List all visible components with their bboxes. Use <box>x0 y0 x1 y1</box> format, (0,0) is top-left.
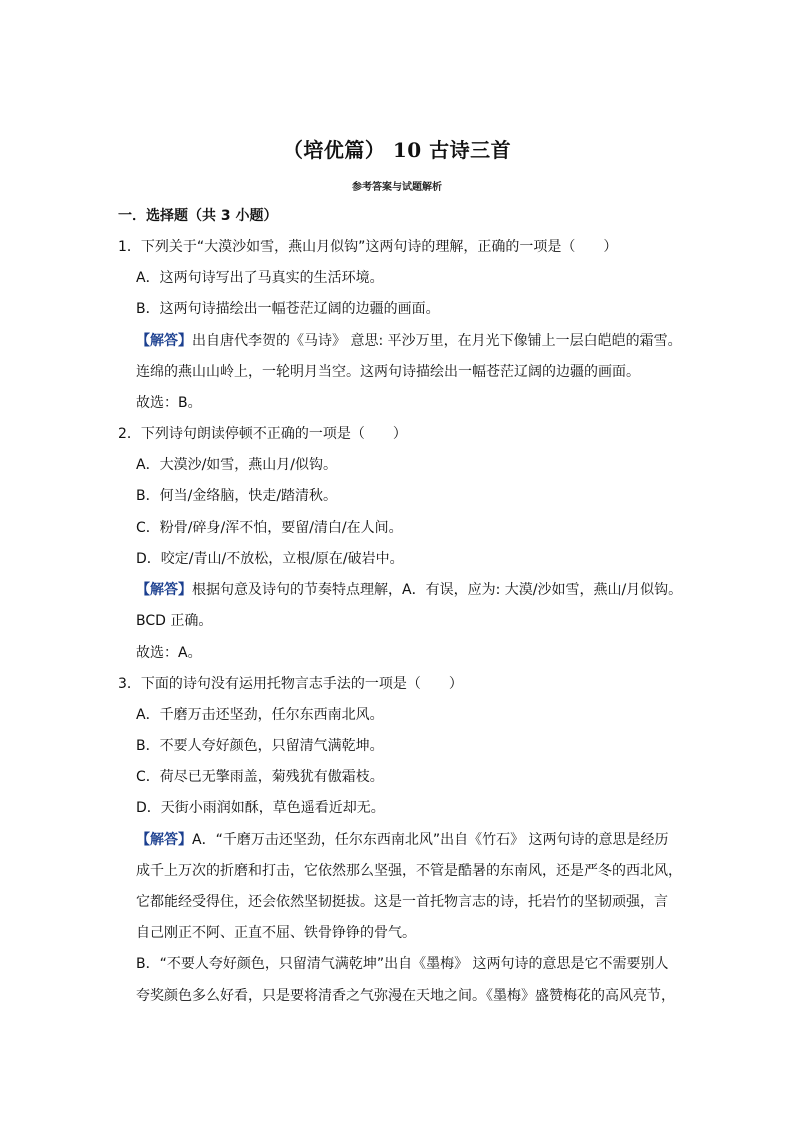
question-2-answer-line-1 <box>136 580 682 600</box>
question-2-stem: 2．下列诗句朗读停顿不正确的一项是（ ） <box>118 426 407 442</box>
question-2-option-a: A．大漠沙/如雪，燕山月/似钩。 <box>136 457 338 473</box>
question-1-answer-line-2: 连绵的燕山山岭上，一轮明月当空。这两句诗描绘出一幅苍茫辽阔的边疆的画面。 <box>136 364 640 380</box>
question-2-answer-line-2: BCD 正确。 <box>136 613 213 629</box>
question-2-choice: 故选：A。 <box>136 645 202 661</box>
question-3-answer-line-3: 它都能经受得住，还会依然坚韧挺拔。这是一首托物言志的诗，托岩竹的坚韧顽强，言 <box>136 894 668 910</box>
question-1-choice: 故选：B。 <box>136 395 202 411</box>
answer-tag: 【解答】 <box>136 333 192 349</box>
question-3-option-d: D．天街小雨润如酥，草色遥看近却无。 <box>136 800 385 816</box>
answer-tag: 【解答】 <box>136 832 192 848</box>
question-1-option-b: B．这两句诗描绘出一幅苍茫辽阔的边疆的画面。 <box>136 301 440 317</box>
question-3-option-a: A．千磨万击还坚劲，任尔东西南北风。 <box>136 707 384 723</box>
question-3-answer-line-4: 自己刚正不阿、正直不屈、铁骨铮铮的骨气。 <box>136 925 416 941</box>
question-3-option-b: B．不要人夸好颜色，只留清气满乾坤。 <box>136 738 384 754</box>
page-title: （培优篇） 10 古诗三首 <box>282 138 512 162</box>
answer-tag: 【解答】 <box>136 582 192 598</box>
question-1-option-a: A．这两句诗写出了马真实的生活环境。 <box>136 270 384 286</box>
question-2-option-c: C．粉骨/碎身/浑不怕，要留/清白/在人间。 <box>136 520 403 536</box>
question-3-stem: 3．下面的诗句没有运用托物言志手法的一项是（ ） <box>118 676 463 692</box>
question-2-option-b: B．何当/金络脑，快走/踏清秋。 <box>136 488 338 504</box>
question-1-stem: 1．下列关于“大漠沙如雪，燕山月似钩”这两句诗的理解，正确的一项是（ ） <box>118 239 618 255</box>
question-1-answer-line-1 <box>136 331 682 351</box>
question-3-answer-line-5: B．“不要人夸好颜色，只留清气满乾坤”出自《墨梅》 这两句诗的意思是它不需要别人 <box>136 956 669 972</box>
question-3-option-c: C．荷尽已无擎雨盖，菊残犹有傲霜枝。 <box>136 769 384 785</box>
section-heading: 一．选择题（共 3 小题） <box>118 208 278 224</box>
question-3-answer-line-6: 夸奖颜色多么好看，只是要将清香之气弥漫在天地之间。《墨梅》盛赞梅花的高风亮节， <box>136 988 675 1004</box>
question-3-answer-line-2: 成千上万次的折磨和打击，它依然那么坚强，不管是酷暑的东南风，还是严冬的西北风， <box>136 863 682 879</box>
question-3-answer-line-1 <box>136 830 669 850</box>
answer-text: 出自唐代李贺的《马诗》 意思: 平沙万里，在月光下像铺上一层白皑皑的霜雪。 <box>192 333 682 349</box>
answer-text: 根据句意及诗句的节奏特点理解，A．有误，应为: 大漠/沙如雪，燕山/月似钩。 <box>192 582 683 598</box>
answer-text: A．“千磨万击还坚劲，任尔东西南北风”出自《竹石》 这两句诗的意思是经历 <box>192 832 669 848</box>
page-subtitle: 参考答案与试题解析 <box>352 182 442 193</box>
question-2-option-d: D．咬定/青山/不放松，立根/原在/破岩中。 <box>136 551 404 567</box>
